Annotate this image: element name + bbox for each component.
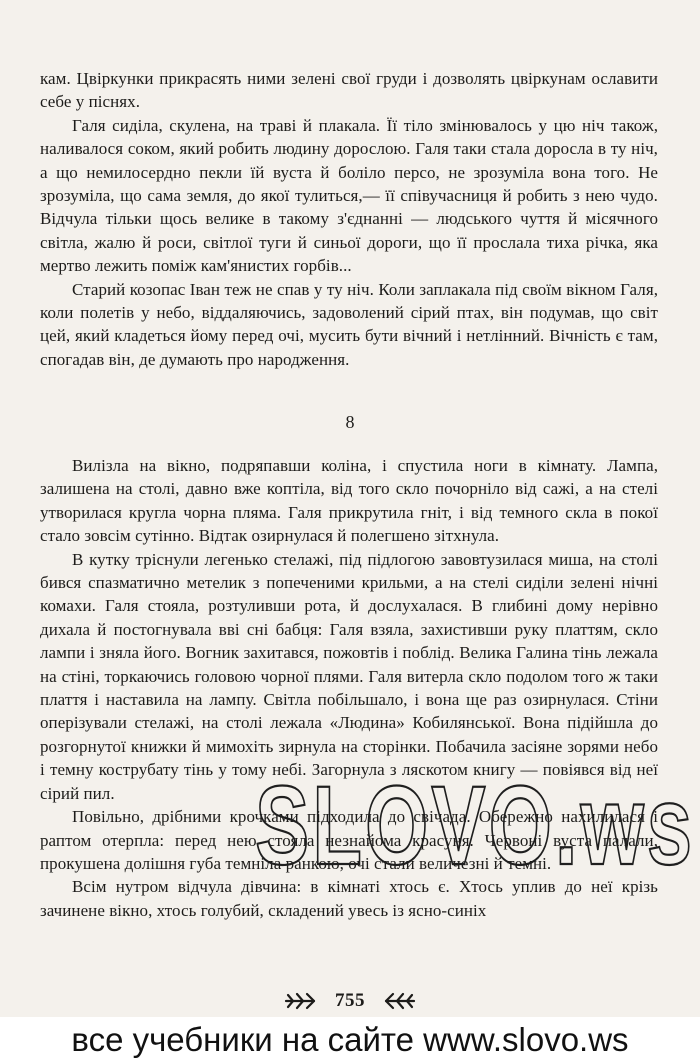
paragraph: В кутку тріснули легенько стелажі, під підлогою завовтузилася миша, на столі бився спазматично метелик з попеченими крильми, а на стелі сиділи зелені нічні комахи. Галя стояла, розтуливши рота, й дослухалася. В глибині дому нерівно дихала й постогнувала вві сні бабця: Галя взяла, захистивши руку платтям, скло лампи і зняла його. Вогник захитався, пожовтів і поблід. Велика Галина тінь лежала на стіні, торкаючись головою чорної плями. Галя витерла скло подолом того ж таки плаття і наставила на лампу. Світла побільшало, і вона ще раз озирнулася. Стіни оперізували стелажі, на столі лежала «Людина» Кобилянської. Вона підійшла до розгорнутої книжки й мимохіть зирнула на сторінки. Побачила засіяне зорями небо і темну кострубату тінь у тому небі. Загорнула з ляскотом книгу — повіявся від неї сірий пил. xyxy=(40,549,658,803)
paragraph: Всім нутром відчула дівчина: в кімнаті хтось є. Хтось уплив до неї крізь зачинене вікно, хтось голубий, складений увесь із ясно-синіх xyxy=(40,877,658,920)
paragraph: Галя сиділа, скулена, на траві й плакала. Її тіло змінювалось у цю ніч також, наливалося соком, який робить людину дорослою. Галя таки стала доросла в ту ніч, а що немилосердно пекли їй вуста й боліло персо, не зрозуміла вона того. Не зрозуміла, що сама земля, до якої тулиться,— її співучасниця й робить з нею чудо. Відчула тільки щось велике в такому з'єднанні — людського чуття й місячного світла, жалю й роси, світлої туги й синьої дороги, що її прослала тиха річка, яка мертво лежить поміж кам'янистих горбів... xyxy=(40,115,658,276)
paragraph: Старий козопас Іван теж не спав у ту ніч. Коли заплакала під своїм вікном Галя, коли полетів у небо, віддаляючись, задоволений сірий птах, він подумав, що світ цей, який кладеться йому перед очі, мусить бути вічний і нетлінний. Вічність є там, спогадав він, де думають про народження. xyxy=(40,279,658,369)
section-number: 8 xyxy=(345,412,355,432)
paragraph: Повільно, дрібними крочками підходила до свічада. Обережно нахилилася і раптом отерпла: перед нею стояла незнайома красуня. Червоні вуста палали, прокушена долішня губа темніла ранкою, очі стали величезні й темні. xyxy=(40,807,658,873)
paragraph: кам. Цвіркунки прикрасять ними зелені свої груди і дозволять цвіркунам ославити себе у піснях. xyxy=(40,69,658,112)
floral-ornament-icon xyxy=(283,991,317,1011)
paragraph: Вилізла на вікно, подряпавши коліна, і спустила ноги в кімнату. Лампа, залишена на столі, давно вже коптіла, від того скло почорніло від сажі, а на стелі утворилася кругла чорна пляма. Галя прикрутила гніт, і від темного скла в покої стало зовсім сутінно. Відтак озирнулася й полегшено зітхнула. xyxy=(40,456,658,546)
page-number: 755 xyxy=(335,990,365,1011)
text-block-bottom xyxy=(40,454,658,922)
text-block-top xyxy=(40,67,658,371)
page-footer xyxy=(0,990,700,1012)
floral-ornament-icon xyxy=(383,991,417,1011)
svg-text:SLOVO.ws: SLOVO.ws xyxy=(255,772,695,882)
site-banner: все учебники на сайте www.slovo.ws xyxy=(0,1017,700,1063)
